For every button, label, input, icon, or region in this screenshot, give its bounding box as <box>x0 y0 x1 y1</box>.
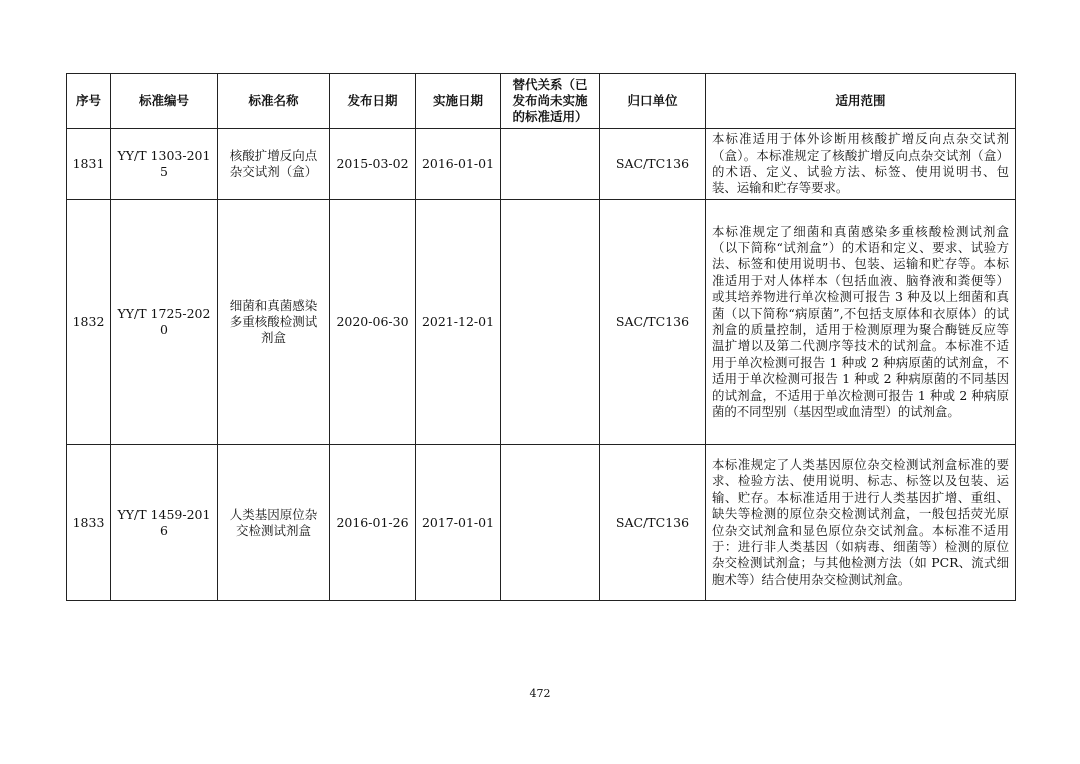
cell-replacement <box>501 129 600 200</box>
cell-seq: 1831 <box>67 129 111 200</box>
cell-implement-date: 2021-12-01 <box>416 200 501 445</box>
header-publish-date: 发布日期 <box>330 74 416 129</box>
cell-name: 人类基因原位杂交检测试剂盒 <box>218 445 330 601</box>
cell-name: 细菌和真菌感染多重核酸检测试剂盒 <box>218 200 330 445</box>
cell-seq: 1833 <box>67 445 111 601</box>
cell-publish-date: 2015-03-02 <box>330 129 416 200</box>
cell-implement-date: 2016-01-01 <box>416 129 501 200</box>
header-code: 标准编号 <box>111 74 218 129</box>
cell-owner: SAC/TC136 <box>600 129 706 200</box>
cell-owner: SAC/TC136 <box>600 200 706 445</box>
header-owner: 归口单位 <box>600 74 706 129</box>
table-row <box>67 445 1016 601</box>
cell-name: 核酸扩增反向点杂交试剂（盒） <box>218 129 330 200</box>
table-row <box>67 200 1016 445</box>
cell-publish-date: 2016-01-26 <box>330 445 416 601</box>
header-implement-date: 实施日期 <box>416 74 501 129</box>
header-replacement: 替代关系（已发布尚未实施的标准适用） <box>501 74 600 129</box>
header-seq: 序号 <box>67 74 111 129</box>
cell-publish-date: 2020-06-30 <box>330 200 416 445</box>
table-row <box>67 129 1016 200</box>
cell-implement-date: 2017-01-01 <box>416 445 501 601</box>
cell-replacement <box>501 445 600 601</box>
cell-scope: 本标准适用于体外诊断用核酸扩增反向点杂交试剂（盒）。本标准规定了核酸扩增反向点杂交试剂（盒）的术语、定义、试验方法、标签、使用说明书、包装、运输和贮存等要求。 <box>706 129 1016 200</box>
header-scope: 适用范围 <box>706 74 1016 129</box>
header-name: 标准名称 <box>218 74 330 129</box>
table-header-row <box>67 74 1016 129</box>
cell-seq: 1832 <box>67 200 111 445</box>
standards-table <box>66 73 1016 601</box>
cell-scope: 本标准规定了细菌和真菌感染多重核酸检测试剂盒（以下简称“试剂盒”）的术语和定义、要求、试验方法、标签和使用说明书、包装、运输和贮存等。本标准适用于对人体样本（包括血液、脑脊液和粪便等）或其培养物进行单次检测可报告 3 种及以上细菌和真菌（以下简称“病原菌”,不包括支原体和衣原体）的试剂盒的质量控制，适用于检测原理为聚合酶链反应等温扩增以及第二代测序等技术的试剂盒。本标准不适用于单次检测可报告 1 种或 2 种病原菌的试剂盒，不适用于单次检测可报告 1 种或 2 种病原菌的不同基因的试剂盒，不适用于单次检测可报告 1 种或 2 种病原菌的不同型别（基因型或血清型）的试剂盒。 <box>706 200 1016 445</box>
page-number: 472 <box>529 687 551 700</box>
cell-replacement <box>501 200 600 445</box>
cell-code: YY/T 1459-2016 <box>111 445 218 601</box>
cell-code: YY/T 1725-2020 <box>111 200 218 445</box>
cell-code: YY/T 1303-2015 <box>111 129 218 200</box>
cell-scope: 本标准规定了人类基因原位杂交检测试剂盒标准的要求、检验方法、使用说明、标志、标签以及包装、运输、贮存。本标准适用于进行人类基因扩增、重组、缺失等检测的原位杂交检测试剂盒，一般包括荧光原位杂交试剂盒和显色原位杂交试剂盒。本标准不适用于：进行非人类基因（如病毒、细菌等）检测的原位杂交检测试剂盒；与其他检测方法（如 PCR、流式细胞术等）结合使用杂交检测试剂盒。 <box>706 445 1016 601</box>
cell-owner: SAC/TC136 <box>600 445 706 601</box>
